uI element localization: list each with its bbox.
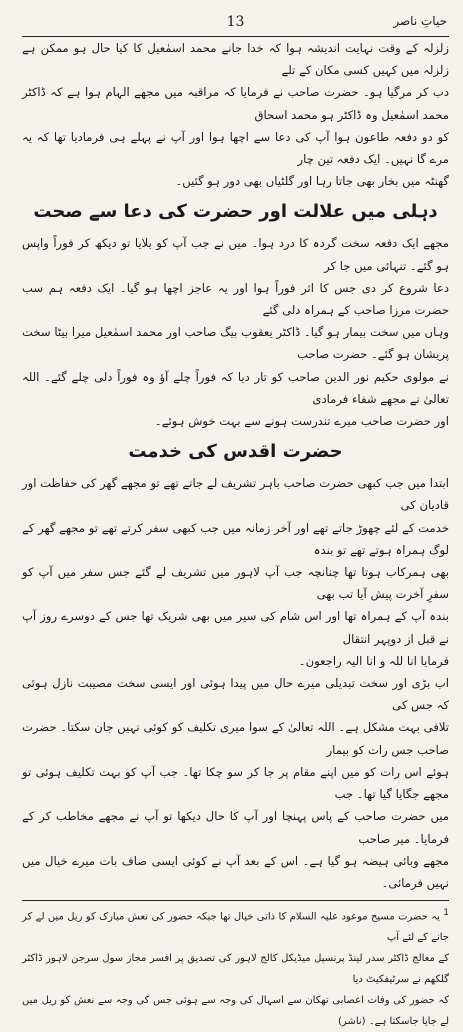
- paragraph-illness: [22, 232, 449, 432]
- footnote-line: [22, 903, 449, 948]
- section-heading-delhi: دہلی میں علالت اور حضرت کی دعا سے صحت: [33, 201, 438, 223]
- text-line: کو دو دفعہ طاعون ہوا آپ کی دعا سے اچھا ہوا اور آپ نے پہلے ہی فرمادیا تھا کہ یہ مرے گا نہیں۔ ایک دفعہ تین چار: [22, 129, 449, 167]
- text-line: اور حضرت صاحب میرے تندرست ہونے سے بہت خوش ہوئے۔: [154, 414, 449, 429]
- footnote-marker: 1: [443, 908, 449, 919]
- text-line: میں حضرت صاحب کے پاس پہنچا اور آپ کا حال دیکھا تو آپ نے مجھے مخاطب کر کے فرمایا۔ میر صاحب: [22, 809, 449, 846]
- text-line: خدمت کے لئے چھوڑ جاتے تھے اور آخر زمانہ میں جب کبھی سفر کرتے تھے تو مجھے گھر کے لوگ ہمراہ ہوتے تھے تو بندہ: [22, 520, 449, 557]
- footnote-line: کے معالج ڈاکٹر سدر لینڈ پرنسپل میڈیکل کالج لاہور کی تصدیق پر افسر مجاز سول سرجن لاہور ڈاکٹر گلکھم نے سرٹیفکیٹ دیا: [22, 953, 449, 986]
- text-line: تلافی بہت مشکل ہے۔ اللہ تعالیٰ کے سوا میری تکلیف کو کوئی نہیں جان سکتا۔ حضرت صاحب جس رات کو بیمار: [22, 720, 449, 757]
- text-line: نے مولوی حکیم نور الدین صاحب کو تار دیا کہ فوراً چلے آؤ وہ فوراً دلی چلے گئے۔ اللہ تعالیٰ نے مجھے شفاء فرمادی: [22, 369, 449, 406]
- text-line: دب کر مرگیا ہو۔ حضرت صاحب نے فرمایا کہ مراقبہ میں مجھے الہام ہوا ہے کہ ڈاکٹر محمد اسمٰعیل وہ ڈاکٹر ہو محمد اسحاق: [22, 85, 449, 122]
- footnote-separator: [22, 900, 449, 901]
- text-line: گھنٹہ میں بخار بھی جاتا رہا اور گلٹیاں بھی دور ہو گئیں۔: [175, 174, 449, 189]
- page-header: [22, 10, 449, 37]
- section-heading-service: حضرت اقدس کی خدمت: [128, 441, 343, 463]
- paragraph-earthquake: [22, 37, 449, 192]
- footnote-line: کہ حضور کی وفات اعصابی تھکان سے اسہال کی وجہ سے ہوئی جس کی وجہ سے نعش کو ریل میں لے جایا جاسکتا ہے۔ (ناشر): [22, 995, 449, 1028]
- text-line: بھی ہمرکاب ہوتا تھا چنانچہ جب آپ لاہور میں تشریف لے گئے جس سفر میں آپ کو سفرِ آخرت پیش آیا تب بھی: [22, 565, 449, 602]
- page-number: 13: [226, 14, 245, 30]
- footnote-text: یہ حضرت مسیح موعود علیہ السلام کا ذاتی خیال تھا جبکہ حضور کی نعش مبارک کو ریل میں لے کر جانے کے لئے آپ: [22, 911, 449, 944]
- text-line: وہاں میں سخت بیمار ہو گیا۔ ڈاکٹر یعقوب بیگ صاحب اور محمد اسمٰعیل میرا بیٹا سخت پریشان ہو گئے۔ حضرت صاحب: [22, 325, 449, 362]
- text-line: زلزلہ کے وقت نہایت اندیشہ ہوا کہ خدا جانے محمد اسمٰعیل کا کیا حال ہو ممکن ہے زلزلہ میں کہیں کسی مکان کے تلے: [22, 41, 449, 78]
- text-line: دعا شروع کر دی جس کا اثر فوراً ہوا اور یہ عاجز اچھا ہو گیا۔ ایک دفعہ ہم سب حضرت مرزا صاحب کے ہمراہ دلی گئے: [22, 280, 449, 318]
- text-line: اب بڑی اور سخت تبدیلی میرے حال میں پیدا ہوئی اور ایسی سخت مصیبت نازل ہوئی کہ جس کی: [22, 676, 449, 713]
- text-line: فرمایا انا للہ و انا الیہ راجعون۔: [298, 653, 449, 668]
- paragraph-service: [22, 472, 449, 894]
- text-line: ابتدا میں جب کبھی حضرت صاحب باہر تشریف لے جاتے تھے تو مجھے گھر کی حفاظت اور قادیان کی: [22, 476, 449, 513]
- footnote: [22, 903, 449, 1032]
- text-line: ہوئے اس رات کو میں اپنے مقام پر جا کر سو چکا تھا۔ جب آپ کو بہت تکلیف ہوئی تو مجھے جگایا گیا تھا۔ جب: [22, 764, 449, 802]
- page-body: [22, 37, 449, 1032]
- running-title: حیاتِ ناصر: [393, 14, 447, 28]
- text-line: مجھے وبائی ہیضہ ہو گیا ہے۔ اس کے بعد آپ نے کوئی ایسی صاف بات میرے خیال میں نہیں فرمائی۔: [22, 853, 449, 890]
- text-line: بندہ آپ کے ہمراہ تھا اور اس شام کی سیر میں بھی شریک تھا جس کے دوسرے روز آپ نے قبل از دوپہر انتقال: [22, 609, 449, 646]
- text-line: مجھے ایک دفعہ سخت گردہ کا درد ہوا۔ میں نے جب آپ کو بلایا تو دیکھ کر فوراً واپس ہو گئے۔ تنہائی میں جا کر: [22, 236, 449, 273]
